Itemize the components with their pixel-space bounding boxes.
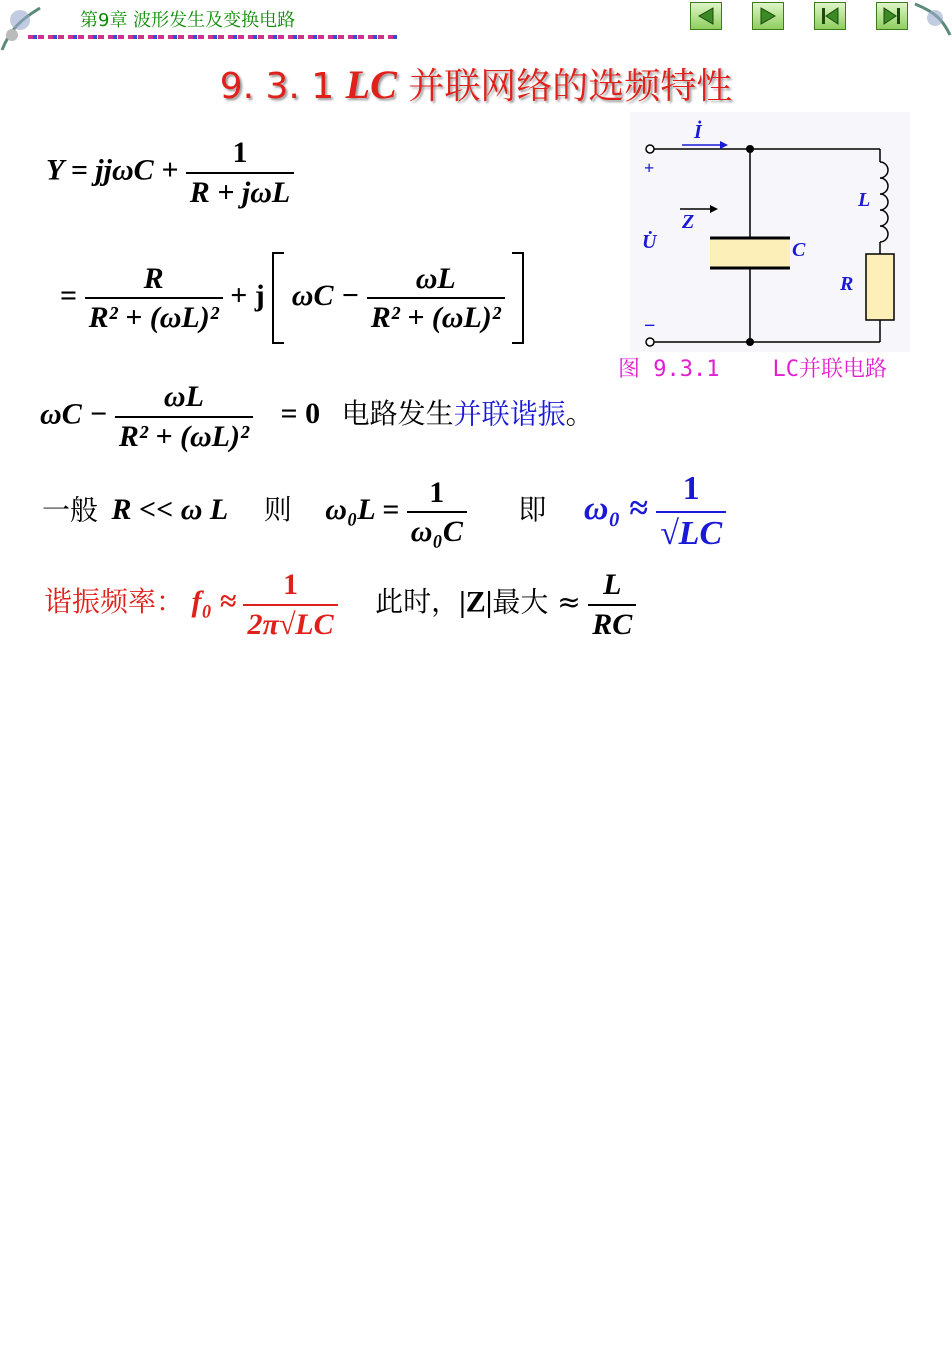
eq3-text2: 并联谐振 <box>453 397 566 431</box>
first-button[interactable] <box>814 2 846 30</box>
equation-admittance <box>46 134 294 211</box>
eq4-numerator: 1 <box>429 475 445 509</box>
corner-ornament-right <box>905 0 952 40</box>
eq5-numerator2: L <box>603 568 622 601</box>
eq2-bracket-left <box>272 252 284 344</box>
eq5-fraction <box>243 566 337 643</box>
last-button[interactable] <box>876 2 908 30</box>
eq3-zero: = 0 <box>280 397 321 431</box>
eq3-omega-c: ωC − <box>40 397 108 431</box>
eq4-numerator2: 1 <box>682 470 700 507</box>
next-icon <box>753 3 783 29</box>
eq3-fraction <box>115 378 253 455</box>
equation-resonance-condition <box>40 378 594 455</box>
circuit-label-minus: − <box>644 315 656 337</box>
eq4-condition: R << ω L <box>111 493 229 527</box>
eq3-text3: 。 <box>565 397 594 431</box>
equation-resonant-frequency <box>42 468 726 555</box>
eq4-lhs: ω₀L = <box>325 493 400 527</box>
eq2-plus-j: + j <box>230 278 265 312</box>
page-title <box>0 58 952 109</box>
eq2-fraction-imag <box>367 260 505 337</box>
next-button[interactable] <box>752 2 784 30</box>
circuit-label-l: L <box>858 189 871 211</box>
figure-caption: 图 9.3.1 LC并联电路 <box>618 357 887 382</box>
eq5-text: 此时， <box>375 585 460 619</box>
title-number: 9. 3. 1 <box>219 66 335 107</box>
eq4-omega0: ω₀ ≈ <box>583 490 648 528</box>
eq5-f0: f₀ ≈ <box>191 585 236 619</box>
eq3-text1: 电路发生 <box>341 397 454 431</box>
eq2-num1: R <box>143 261 164 295</box>
eq4-fraction <box>407 474 467 551</box>
eq2-equals: = <box>60 278 78 312</box>
prev-button[interactable] <box>690 2 722 30</box>
eq4-ie: 即 <box>518 493 547 527</box>
eq4-fraction-omega0 <box>656 468 726 555</box>
eq1-lhs: Y = jj <box>46 153 112 187</box>
eq1-fraction <box>186 134 294 211</box>
eq2-bracket-right <box>512 252 524 344</box>
circuit-label-z: Z <box>682 211 695 233</box>
equation-resonant-freq-f0 <box>44 566 636 643</box>
circuit-label-i: İ <box>694 121 702 143</box>
circuit-label-c: C <box>792 239 806 261</box>
eq5-fraction-z <box>588 566 636 643</box>
eq3-numerator: ωL <box>163 380 204 413</box>
circuit-label-plus: + <box>644 158 655 178</box>
eq5-numerator: 1 <box>283 568 299 601</box>
eq4-then: 则 <box>263 493 292 527</box>
title-lc: LC <box>345 62 397 107</box>
last-icon <box>877 3 907 29</box>
lc-parallel-circuit-diagram <box>630 112 910 352</box>
eq4-general: 一般 <box>42 493 99 527</box>
eq4-denominator: ω₀C <box>407 511 467 551</box>
eq2-fraction-real <box>85 260 223 337</box>
eq2-den2: R² + (ωL)² <box>367 297 505 337</box>
eq5-z: |Z| <box>459 585 493 619</box>
prev-icon <box>691 3 721 29</box>
eq5-denominator2: RC <box>588 604 636 644</box>
header-dotted-rule <box>28 33 398 41</box>
eq4-denominator2: √LC <box>656 511 726 556</box>
circuit-label-u: U̇ <box>642 231 657 253</box>
eq3-denominator: R² + (ωL)² <box>115 416 253 456</box>
eq2-omega-c: ωC − <box>291 278 360 312</box>
equation-expanded <box>60 252 524 344</box>
eq1-denominator: R + jωL <box>186 172 294 212</box>
first-icon <box>815 3 845 29</box>
corner-ornament-left <box>0 0 60 60</box>
eq5-label: 谐振频率： <box>44 585 185 619</box>
eq1-omega-c: ωC + <box>111 153 179 187</box>
chapter-title: 第9章 波形发生及变换电路 <box>80 10 296 31</box>
eq5-denominator: 2π√LC <box>243 604 337 644</box>
title-text: 并联网络的选频特性 <box>408 66 733 107</box>
eq2-den1: R² + (ωL)² <box>85 297 223 337</box>
eq5-max: 最大 ≈ <box>492 585 581 619</box>
eq2-num2: ωL <box>415 261 456 295</box>
circuit-label-r: R <box>840 273 854 295</box>
eq1-numerator: 1 <box>232 136 248 169</box>
